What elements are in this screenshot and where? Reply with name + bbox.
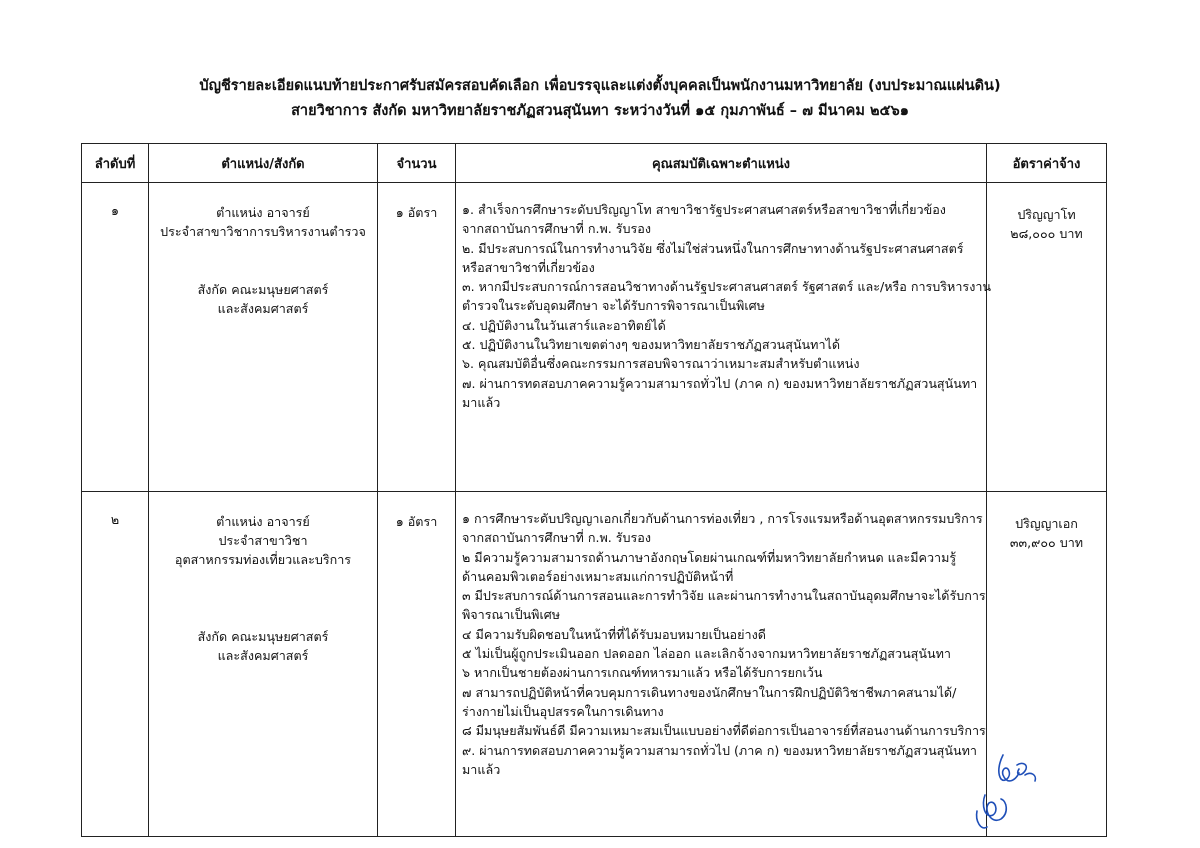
qualification-line: ๓ มีประสบการณ์ด้านการสอนและการทำวิจัย และผ่านการทำงานในสถาบันอุดมศึกษาจะได้รับการ [462, 588, 986, 604]
qualification-line: ๕. ปฏิบัติงานในวิทยาเขตต่างๆ ของมหาวิทยาลัยราชภัฏสวนสุนันทาได้ [462, 337, 841, 353]
qualification-line: จากสถาบันการศึกษาที่ ก.พ. รับรอง [462, 530, 651, 546]
qualification-line: ๗. ผ่านการทดสอบภาคความรู้ความสามารถทั่วไป (ภาค ก) ของมหาวิทยาลัยราชภัฏสวนสุนันทา [462, 375, 978, 391]
qualification-line: ๙. ผ่านการทดสอบภาคความรู้ความสามารถทั่วไป (ภาค ก) ของมหาวิทยาลัยราชภัฏสวนสุนันทา [462, 742, 977, 758]
qualification-line: ๒. มีประสบการณ์ในการทำงานวิจัย ซึ่งไม่ใช่ส่วนหนึ่งในการศึกษาทางด้านรัฐประศาสนศาสตร์ [462, 240, 964, 256]
table-row [82, 183, 1107, 492]
positions-table [81, 143, 1107, 837]
table-header-row [82, 144, 1107, 183]
header-order: ลำดับที่ [82, 144, 149, 183]
qualification-line: ร่างกายไม่เป็นอุปสรรคในการเดินทาง [462, 703, 664, 719]
qualification-line: จากสถาบันการศึกษาที่ ก.พ. รับรอง [462, 221, 651, 237]
count-cell: ๑ อัตรา [378, 492, 456, 837]
position-cell [149, 183, 378, 492]
qualification-line: ๖. คุณสมบัติอื่นซึ่งคณะกรรมการสอบพิจารณาว่าเหมาะสมสำหรับตำแหน่ง [462, 356, 860, 372]
document-title-line-1: บัญชีรายละเอียดแนบท้ายประกาศรับสมัครสอบคัดเลือก เพื่อบรรจุและแต่งตั้งบุคคลเป็นพนักงานมหาวิทยาลัย (งบประมาณแผ่นดิน) [199, 78, 1001, 94]
rate-amount: ๓๓,๙๐๐ บาท [1009, 535, 1084, 550]
qualification-line: มาแล้ว [462, 761, 501, 777]
qualifications-cell [456, 492, 987, 837]
row-number: ๑ [82, 183, 149, 492]
document-title-line-2: สายวิชาการ สังกัด มหาวิทยาลัยราชภัฏสวนสุนันทา ระหว่างวันที่ ๑๕ กุมภาพันธ์ – ๗ มีนาคม ๒๕๖๑ [291, 103, 909, 119]
position-title: ตำแหน่ง อาจารย์ [216, 514, 310, 529]
qualification-line: ๑ การศึกษาระดับปริญญาเอกเกี่ยวกับด้านการท่องเที่ยว , การโรงแรมหรือด้านอุตสาหกรรมบริการ [462, 511, 983, 526]
qualification-line: หรือสาขาวิชาที่เกี่ยวข้อง [462, 259, 595, 275]
qualification-line: ๓. หากมีประสบการณ์การสอนวิชาทางด้านรัฐประศาสนศาสตร์ รัฐศาสตร์ และ/หรือ การบริหารงาน [462, 279, 992, 295]
qualification-line: ๖ หากเป็นชายต้องผ่านการเกณฑ์ทหารมาแล้ว หรือได้รับการยกเว้น [462, 665, 823, 681]
affiliation-line: สังกัด คณะมนุษยศาสตร์ [197, 282, 329, 297]
position-cell [149, 492, 378, 837]
qualification-line: ๒ มีความรู้ความสามารถด้านภาษาอังกฤษโดยผ่านเกณฑ์ที่มหาวิทยาลัยกำหนด และมีความรู้ [462, 549, 957, 565]
qualification-line: ๔. ปฏิบัติงานในวันเสาร์และอาทิตย์ได้ [462, 317, 666, 333]
header-qualifications: คุณสมบัติเฉพาะตำแหน่ง [456, 144, 987, 183]
count-cell: ๑ อัตรา [378, 183, 456, 492]
rate-amount: ๒๘,๐๐๐ บาท [1010, 226, 1083, 241]
affiliation-line: สังกัด คณะมนุษยศาสตร์ [197, 629, 329, 644]
rate-cell [987, 183, 1107, 492]
affiliation-line: และสังคมศาสตร์ [217, 648, 309, 663]
affiliation-line: และสังคมศาสตร์ [217, 301, 309, 316]
qualification-line: ๔ มีความรับผิดชอบในหน้าที่ที่ได้รับมอบหมายเป็นอย่างดี [462, 626, 766, 642]
position-detail: ประจำสาขาวิชาการบริหารงานตำรวจ [160, 224, 366, 239]
qualification-line: ตำรวจในระดับอุดมศึกษา จะได้รับการพิจารณาเป็นพิเศษ [462, 298, 765, 314]
position-title: ตำแหน่ง อาจารย์ [216, 205, 310, 220]
qualification-line: ๑. สำเร็จการศึกษาระดับปริญญาโท สาขาวิชารัฐประศาสนศาสตร์หรือสาขาวิชาที่เกี่ยวข้อง [462, 202, 946, 217]
qualifications-cell [456, 183, 992, 492]
table-row [82, 492, 1107, 837]
qualification-line: ๘ มีมนุษยสัมพันธ์ดี มีความเหมาะสมเป็นแบบอย่างที่ดีต่อการเป็นอาจารย์ที่สอนงานด้านการบริการ [462, 723, 986, 739]
qualification-line: ด้านคอมพิวเตอร์อย่างเหมาะสมแก่การปฏิบัติหน้าที่ [462, 568, 734, 584]
position-detail: ประจำสาขาวิชา [218, 533, 308, 548]
header-rate: อัตราค่าจ้าง [987, 144, 1107, 183]
header-count: จำนวน [378, 144, 456, 183]
qualification-line: ๗ สามารถปฏิบัติหน้าที่ควบคุมการเดินทางของนักศึกษาในการฝึกปฏิบัติวิชาชีพภาคสนามได้/ [462, 684, 957, 700]
header-position: ตำแหน่ง/สังกัด [149, 144, 378, 183]
rate-degree: ปริญญาเอก [1015, 516, 1078, 531]
qualification-line: พิจารณาเป็นพิเศษ [462, 607, 561, 623]
position-detail: อุตสาหกรรมท่องเที่ยวและบริการ [174, 552, 352, 567]
handwritten-signature [955, 735, 1045, 835]
qualification-line: ๕ ไม่เป็นผู้ถูกประเมินออก ปลดออก ไล่ออก และเลิกจ้างจากมหาวิทยาลัยราชภัฏสวนสุนันทา [462, 646, 951, 662]
rate-degree: ปริญญาโท [1017, 207, 1076, 222]
qualification-line: มาแล้ว [462, 394, 501, 410]
row-number: ๒ [82, 492, 149, 837]
